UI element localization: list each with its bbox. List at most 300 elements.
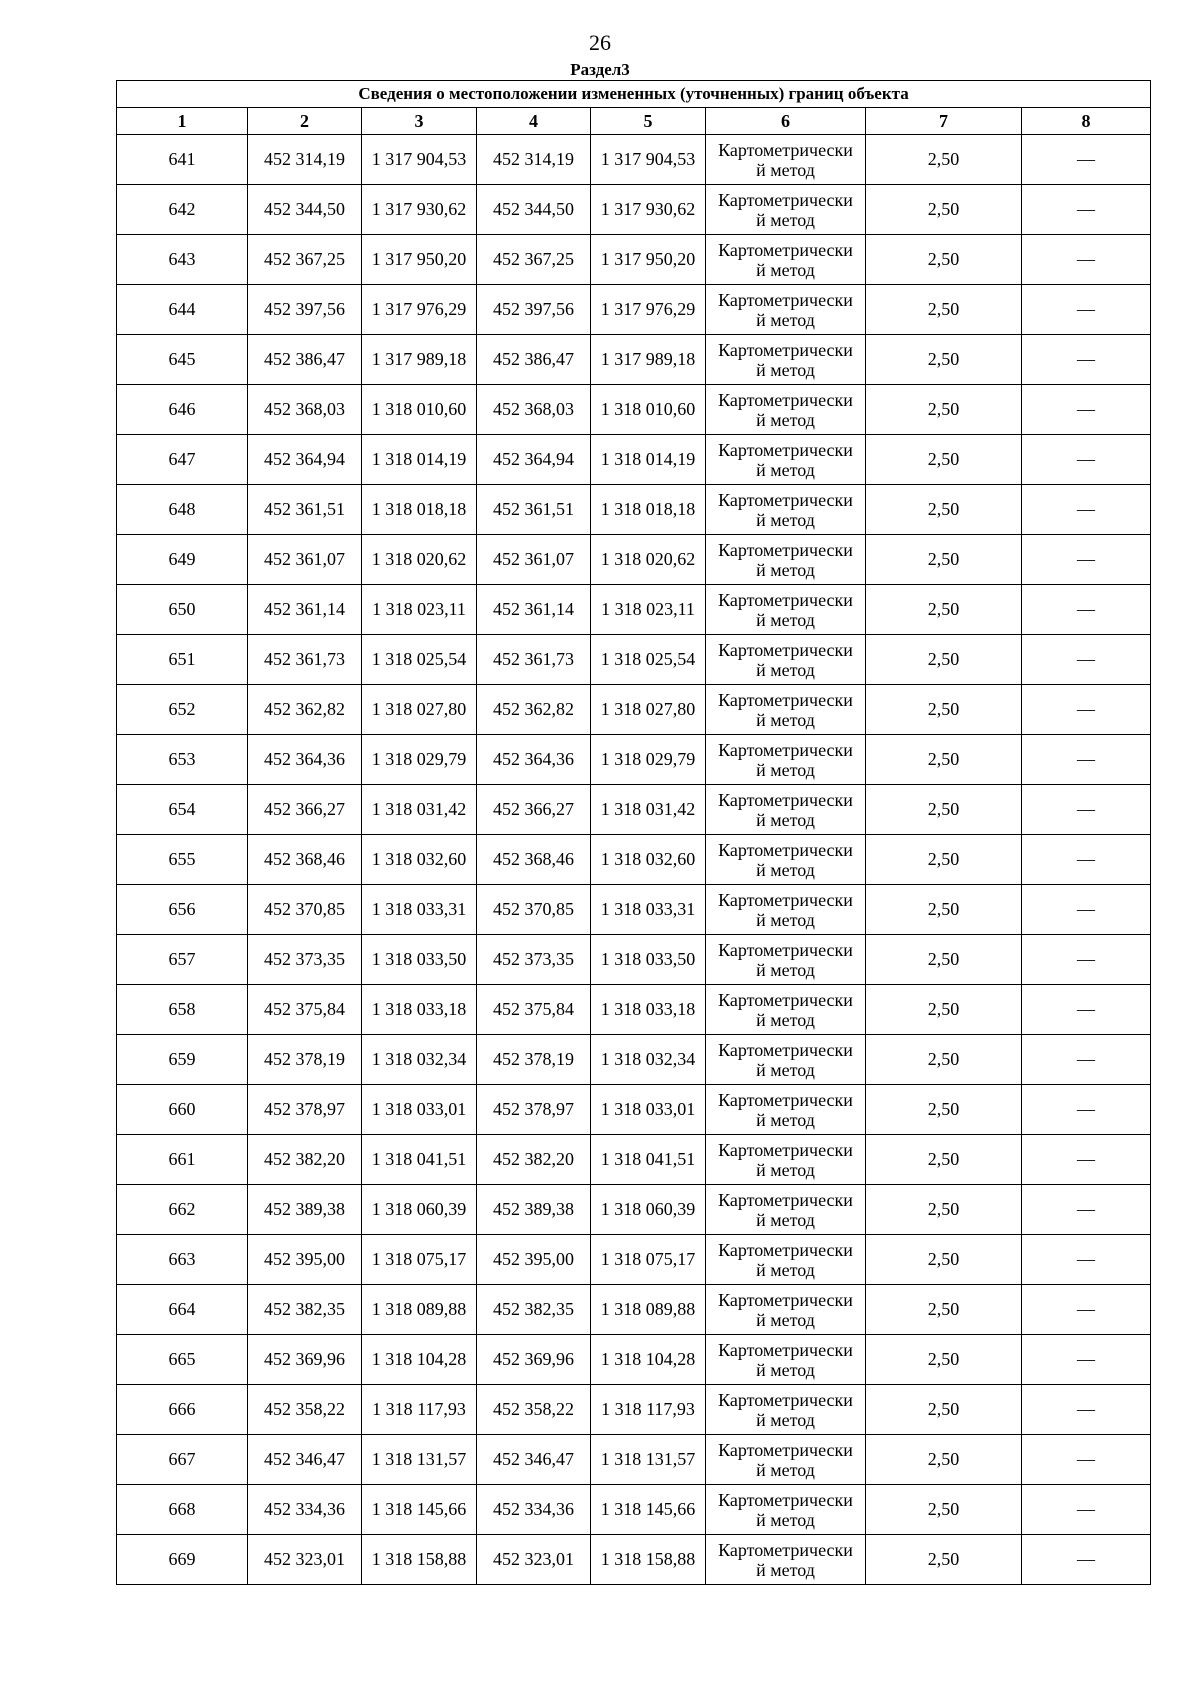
method-line-2: й метод [756,1209,815,1230]
description-cell: — [1022,435,1151,485]
y-refined-cell: 1 318 033,01 [591,1085,706,1135]
method-cell [706,1435,866,1485]
accuracy-cell: 2,50 [866,335,1022,385]
method-line-1: Картометрически [718,1189,853,1210]
x-existing-cell: 452 370,85 [248,885,362,935]
y-refined-cell: 1 318 033,50 [591,935,706,985]
method-line-2: й метод [756,159,815,180]
accuracy-cell: 2,50 [866,835,1022,885]
point-number-cell: 646 [117,385,248,435]
table-row [117,285,1151,335]
method-cell [706,685,866,735]
x-existing-cell: 452 314,19 [248,135,362,185]
method-line-2: й метод [756,459,815,480]
method-cell [706,1335,866,1385]
method-cell [706,835,866,885]
method-cell [706,1035,866,1085]
point-number-cell: 661 [117,1135,248,1185]
method-cell [706,285,866,335]
point-number-cell: 663 [117,1235,248,1285]
method-cell [706,435,866,485]
point-number-cell: 645 [117,335,248,385]
x-refined-cell: 452 323,01 [477,1535,591,1585]
x-refined-cell: 452 367,25 [477,235,591,285]
y-existing-cell: 1 318 131,57 [362,1435,477,1485]
x-refined-cell: 452 361,73 [477,635,591,685]
y-refined-cell: 1 318 158,88 [591,1535,706,1585]
accuracy-cell: 2,50 [866,1035,1022,1085]
method-line-1: Картометрически [718,389,853,410]
method-line-2: й метод [756,209,815,230]
accuracy-cell: 2,50 [866,985,1022,1035]
method-line-1: Картометрически [718,689,853,710]
table-row [117,1535,1151,1585]
column-header: 6 [706,108,866,135]
method-line-1: Картометрически [718,1439,853,1460]
method-cell [706,385,866,435]
y-existing-cell: 1 318 032,34 [362,1035,477,1085]
x-refined-cell: 452 373,35 [477,935,591,985]
y-refined-cell: 1 318 010,60 [591,385,706,435]
point-number-cell: 654 [117,785,248,835]
point-number-cell: 651 [117,635,248,685]
method-cell [706,985,866,1035]
table-row [117,1085,1151,1135]
method-line-1: Картометрически [718,639,853,660]
description-cell: — [1022,985,1151,1035]
x-existing-cell: 452 367,25 [248,235,362,285]
point-number-cell: 641 [117,135,248,185]
accuracy-cell: 2,50 [866,935,1022,985]
table-row [117,885,1151,935]
x-existing-cell: 452 358,22 [248,1385,362,1435]
x-existing-cell: 452 386,47 [248,335,362,385]
description-cell: — [1022,335,1151,385]
x-refined-cell: 452 358,22 [477,1385,591,1435]
method-line-2: й метод [756,1009,815,1030]
y-existing-cell: 1 318 032,60 [362,835,477,885]
x-existing-cell: 452 389,38 [248,1185,362,1235]
x-refined-cell: 452 361,07 [477,535,591,585]
x-existing-cell: 452 334,36 [248,1485,362,1535]
y-refined-cell: 1 318 032,60 [591,835,706,885]
point-number-cell: 668 [117,1485,248,1535]
description-cell: — [1022,1085,1151,1135]
x-refined-cell: 452 395,00 [477,1235,591,1285]
method-cell [706,335,866,385]
x-existing-cell: 452 368,03 [248,385,362,435]
method-line-1: Картометрически [718,989,853,1010]
point-number-cell: 657 [117,935,248,985]
y-refined-cell: 1 317 976,29 [591,285,706,335]
method-line-1: Картометрически [718,189,853,210]
method-line-2: й метод [756,659,815,680]
table-row [117,685,1151,735]
table-caption-row [117,81,1151,108]
method-cell [706,585,866,635]
y-refined-cell: 1 318 104,28 [591,1335,706,1385]
description-cell: — [1022,735,1151,785]
method-line-1: Картометрически [718,1339,853,1360]
accuracy-cell: 2,50 [866,1085,1022,1135]
method-cell [706,1285,866,1335]
point-number-cell: 659 [117,1035,248,1085]
x-refined-cell: 452 389,38 [477,1185,591,1235]
y-existing-cell: 1 318 158,88 [362,1535,477,1585]
method-cell [706,485,866,535]
method-line-1: Картометрически [718,139,853,160]
method-line-2: й метод [756,759,815,780]
point-number-cell: 664 [117,1285,248,1335]
x-existing-cell: 452 373,35 [248,935,362,985]
accuracy-cell: 2,50 [866,1385,1022,1435]
accuracy-cell: 2,50 [866,485,1022,535]
point-number-cell: 660 [117,1085,248,1135]
table-caption: Сведения о местоположении измененных (уточненных) границ объекта [117,81,1151,108]
y-existing-cell: 1 318 018,18 [362,485,477,535]
y-existing-cell: 1 318 075,17 [362,1235,477,1285]
x-refined-cell: 452 364,36 [477,735,591,785]
column-header: 1 [117,108,248,135]
x-existing-cell: 452 378,19 [248,1035,362,1085]
accuracy-cell: 2,50 [866,735,1022,785]
method-line-2: й метод [756,959,815,980]
x-refined-cell: 452 370,85 [477,885,591,935]
section-title: Раздел3 [570,60,630,79]
y-refined-cell: 1 318 145,66 [591,1485,706,1535]
method-line-1: Картометрически [718,1489,853,1510]
y-existing-cell: 1 317 989,18 [362,335,477,385]
description-cell: — [1022,1435,1151,1485]
y-refined-cell: 1 318 018,18 [591,485,706,535]
description-cell: — [1022,285,1151,335]
column-header: 2 [248,108,362,135]
method-line-1: Картометрически [718,589,853,610]
point-number-cell: 658 [117,985,248,1035]
accuracy-cell: 2,50 [866,585,1022,635]
y-refined-cell: 1 318 033,18 [591,985,706,1035]
table-row [117,335,1151,385]
method-line-2: й метод [756,609,815,630]
y-existing-cell: 1 318 020,62 [362,535,477,585]
x-refined-cell: 452 368,03 [477,385,591,435]
y-refined-cell: 1 318 025,54 [591,635,706,685]
point-number-cell: 648 [117,485,248,535]
method-line-2: й метод [756,1409,815,1430]
point-number-cell: 643 [117,235,248,285]
table-row [117,835,1151,885]
y-refined-cell: 1 318 031,42 [591,785,706,835]
table-row [117,235,1151,285]
description-cell: — [1022,835,1151,885]
method-line-1: Картометрически [718,889,853,910]
description-cell: — [1022,1285,1151,1335]
description-cell: — [1022,585,1151,635]
table-row [117,1385,1151,1435]
table-row [117,135,1151,185]
accuracy-cell: 2,50 [866,1335,1022,1385]
y-existing-cell: 1 318 104,28 [362,1335,477,1385]
column-header: 4 [477,108,591,135]
method-line-1: Картометрически [718,789,853,810]
x-existing-cell: 452 382,20 [248,1135,362,1185]
x-existing-cell: 452 361,14 [248,585,362,635]
y-refined-cell: 1 318 089,88 [591,1285,706,1335]
y-existing-cell: 1 318 033,31 [362,885,477,935]
x-existing-cell: 452 382,35 [248,1285,362,1335]
x-refined-cell: 452 375,84 [477,985,591,1035]
x-refined-cell: 452 344,50 [477,185,591,235]
description-cell: — [1022,885,1151,935]
y-existing-cell: 1 318 023,11 [362,585,477,635]
x-refined-cell: 452 378,97 [477,1085,591,1135]
point-number-cell: 662 [117,1185,248,1235]
x-refined-cell: 452 368,46 [477,835,591,885]
method-line-2: й метод [756,1109,815,1130]
method-line-2: й метод [756,1309,815,1330]
description-cell: — [1022,785,1151,835]
method-cell [706,135,866,185]
y-refined-cell: 1 318 060,39 [591,1185,706,1235]
y-refined-cell: 1 318 020,62 [591,535,706,585]
method-line-1: Картометрически [718,489,853,510]
table-row [117,785,1151,835]
y-refined-cell: 1 318 032,34 [591,1035,706,1085]
y-existing-cell: 1 318 031,42 [362,785,477,835]
method-line-1: Картометрически [718,1039,853,1060]
x-refined-cell: 452 366,27 [477,785,591,835]
method-line-1: Картометрически [718,239,853,260]
x-refined-cell: 452 397,56 [477,285,591,335]
table-row [117,1185,1151,1235]
y-existing-cell: 1 318 033,50 [362,935,477,985]
y-refined-cell: 1 318 014,19 [591,435,706,485]
method-line-2: й метод [756,1159,815,1180]
method-line-1: Картометрически [718,289,853,310]
method-line-2: й метод [756,409,815,430]
x-refined-cell: 452 369,96 [477,1335,591,1385]
method-cell [706,635,866,685]
x-refined-cell: 452 378,19 [477,1035,591,1085]
method-line-1: Картометрически [718,839,853,860]
method-line-2: й метод [756,1259,815,1280]
y-existing-cell: 1 318 010,60 [362,385,477,435]
table-row [117,1285,1151,1335]
x-existing-cell: 452 397,56 [248,285,362,335]
x-existing-cell: 452 323,01 [248,1535,362,1585]
method-line-2: й метод [756,809,815,830]
method-line-1: Картометрически [718,439,853,460]
y-refined-cell: 1 317 989,18 [591,335,706,385]
description-cell: — [1022,1535,1151,1585]
method-cell [706,1185,866,1235]
x-refined-cell: 452 334,36 [477,1485,591,1535]
method-line-1: Картометрически [718,1139,853,1160]
accuracy-cell: 2,50 [866,1135,1022,1185]
x-existing-cell: 452 361,73 [248,635,362,685]
accuracy-cell: 2,50 [866,235,1022,285]
y-refined-cell: 1 318 033,31 [591,885,706,935]
x-existing-cell: 452 368,46 [248,835,362,885]
accuracy-cell: 2,50 [866,185,1022,235]
method-line-1: Картометрически [718,1539,853,1560]
table-row [117,435,1151,485]
method-line-2: й метод [756,909,815,930]
point-number-cell: 649 [117,535,248,585]
point-number-cell: 650 [117,585,248,635]
accuracy-cell: 2,50 [866,435,1022,485]
accuracy-cell: 2,50 [866,1435,1022,1485]
y-existing-cell: 1 318 060,39 [362,1185,477,1235]
x-refined-cell: 452 314,19 [477,135,591,185]
column-header: 3 [362,108,477,135]
page-number: 26 [589,30,611,55]
y-existing-cell: 1 318 025,54 [362,635,477,685]
accuracy-cell: 2,50 [866,285,1022,335]
table-row [117,1135,1151,1185]
y-existing-cell: 1 318 029,79 [362,735,477,785]
description-cell: — [1022,1485,1151,1535]
x-refined-cell: 452 361,51 [477,485,591,535]
table-row [117,1035,1151,1085]
method-line-2: й метод [756,1359,815,1380]
table-row [117,985,1151,1035]
point-number-cell: 667 [117,1435,248,1485]
description-cell: — [1022,185,1151,235]
x-existing-cell: 452 395,00 [248,1235,362,1285]
x-existing-cell: 452 364,36 [248,735,362,785]
method-line-1: Картометрически [718,1089,853,1110]
x-existing-cell: 452 361,51 [248,485,362,535]
x-existing-cell: 452 361,07 [248,535,362,585]
method-cell [706,535,866,585]
x-existing-cell: 452 344,50 [248,185,362,235]
description-cell: — [1022,1335,1151,1385]
x-refined-cell: 452 361,14 [477,585,591,635]
y-refined-cell: 1 318 117,93 [591,1385,706,1435]
point-number-cell: 642 [117,185,248,235]
method-line-1: Картометрически [718,1239,853,1260]
method-line-2: й метод [756,1559,815,1580]
description-cell: — [1022,535,1151,585]
method-line-2: й метод [756,709,815,730]
point-number-cell: 665 [117,1335,248,1385]
y-refined-cell: 1 318 029,79 [591,735,706,785]
method-line-1: Картометрически [718,539,853,560]
y-existing-cell: 1 317 904,53 [362,135,477,185]
accuracy-cell: 2,50 [866,1185,1022,1235]
description-cell: — [1022,685,1151,735]
method-line-1: Картометрически [718,939,853,960]
y-refined-cell: 1 318 027,80 [591,685,706,735]
accuracy-cell: 2,50 [866,885,1022,935]
description-cell: — [1022,935,1151,985]
x-existing-cell: 452 364,94 [248,435,362,485]
point-number-cell: 669 [117,1535,248,1585]
description-cell: — [1022,235,1151,285]
y-refined-cell: 1 317 930,62 [591,185,706,235]
y-existing-cell: 1 317 950,20 [362,235,477,285]
method-cell [706,235,866,285]
method-line-2: й метод [756,1059,815,1080]
column-header: 7 [866,108,1022,135]
y-existing-cell: 1 318 027,80 [362,685,477,735]
point-number-cell: 653 [117,735,248,785]
accuracy-cell: 2,50 [866,385,1022,435]
accuracy-cell: 2,50 [866,535,1022,585]
method-cell [706,735,866,785]
description-cell: — [1022,385,1151,435]
table-row [117,735,1151,785]
point-number-cell: 652 [117,685,248,735]
table-row [117,485,1151,535]
method-cell [706,1535,866,1585]
table-row [117,935,1151,985]
y-existing-cell: 1 318 089,88 [362,1285,477,1335]
x-existing-cell: 452 366,27 [248,785,362,835]
accuracy-cell: 2,50 [866,685,1022,735]
description-cell: — [1022,485,1151,535]
method-line-2: й метод [756,509,815,530]
description-cell: — [1022,635,1151,685]
method-line-1: Картометрически [718,339,853,360]
table-row [117,1335,1151,1385]
y-existing-cell: 1 318 014,19 [362,435,477,485]
accuracy-cell: 2,50 [866,635,1022,685]
method-line-2: й метод [756,1459,815,1480]
description-cell: — [1022,1385,1151,1435]
y-refined-cell: 1 317 950,20 [591,235,706,285]
accuracy-cell: 2,50 [866,1535,1022,1585]
method-cell [706,1085,866,1135]
method-cell [706,1385,866,1435]
table-row [117,185,1151,235]
description-cell: — [1022,1235,1151,1285]
description-cell: — [1022,1185,1151,1235]
method-line-2: й метод [756,309,815,330]
method-line-2: й метод [756,859,815,880]
method-line-1: Картометрически [718,739,853,760]
x-existing-cell: 452 375,84 [248,985,362,1035]
table-row [117,1235,1151,1285]
y-existing-cell: 1 317 976,29 [362,285,477,335]
accuracy-cell: 2,50 [866,1285,1022,1335]
table-row [117,1485,1151,1535]
table-row [117,385,1151,435]
x-existing-cell: 452 378,97 [248,1085,362,1135]
y-refined-cell: 1 318 075,17 [591,1235,706,1285]
x-existing-cell: 452 369,96 [248,1335,362,1385]
point-number-cell: 666 [117,1385,248,1435]
method-cell [706,1135,866,1185]
table-header-row [117,108,1151,135]
method-line-2: й метод [756,1509,815,1530]
method-cell [706,1485,866,1535]
column-header: 8 [1022,108,1151,135]
method-line-2: й метод [756,359,815,380]
table-row [117,535,1151,585]
x-refined-cell: 452 382,35 [477,1285,591,1335]
description-cell: — [1022,1135,1151,1185]
table-row [117,585,1151,635]
x-refined-cell: 452 364,94 [477,435,591,485]
y-refined-cell: 1 318 041,51 [591,1135,706,1185]
y-refined-cell: 1 318 023,11 [591,585,706,635]
y-existing-cell: 1 318 033,18 [362,985,477,1035]
y-existing-cell: 1 318 033,01 [362,1085,477,1135]
column-header: 5 [591,108,706,135]
method-line-2: й метод [756,559,815,580]
